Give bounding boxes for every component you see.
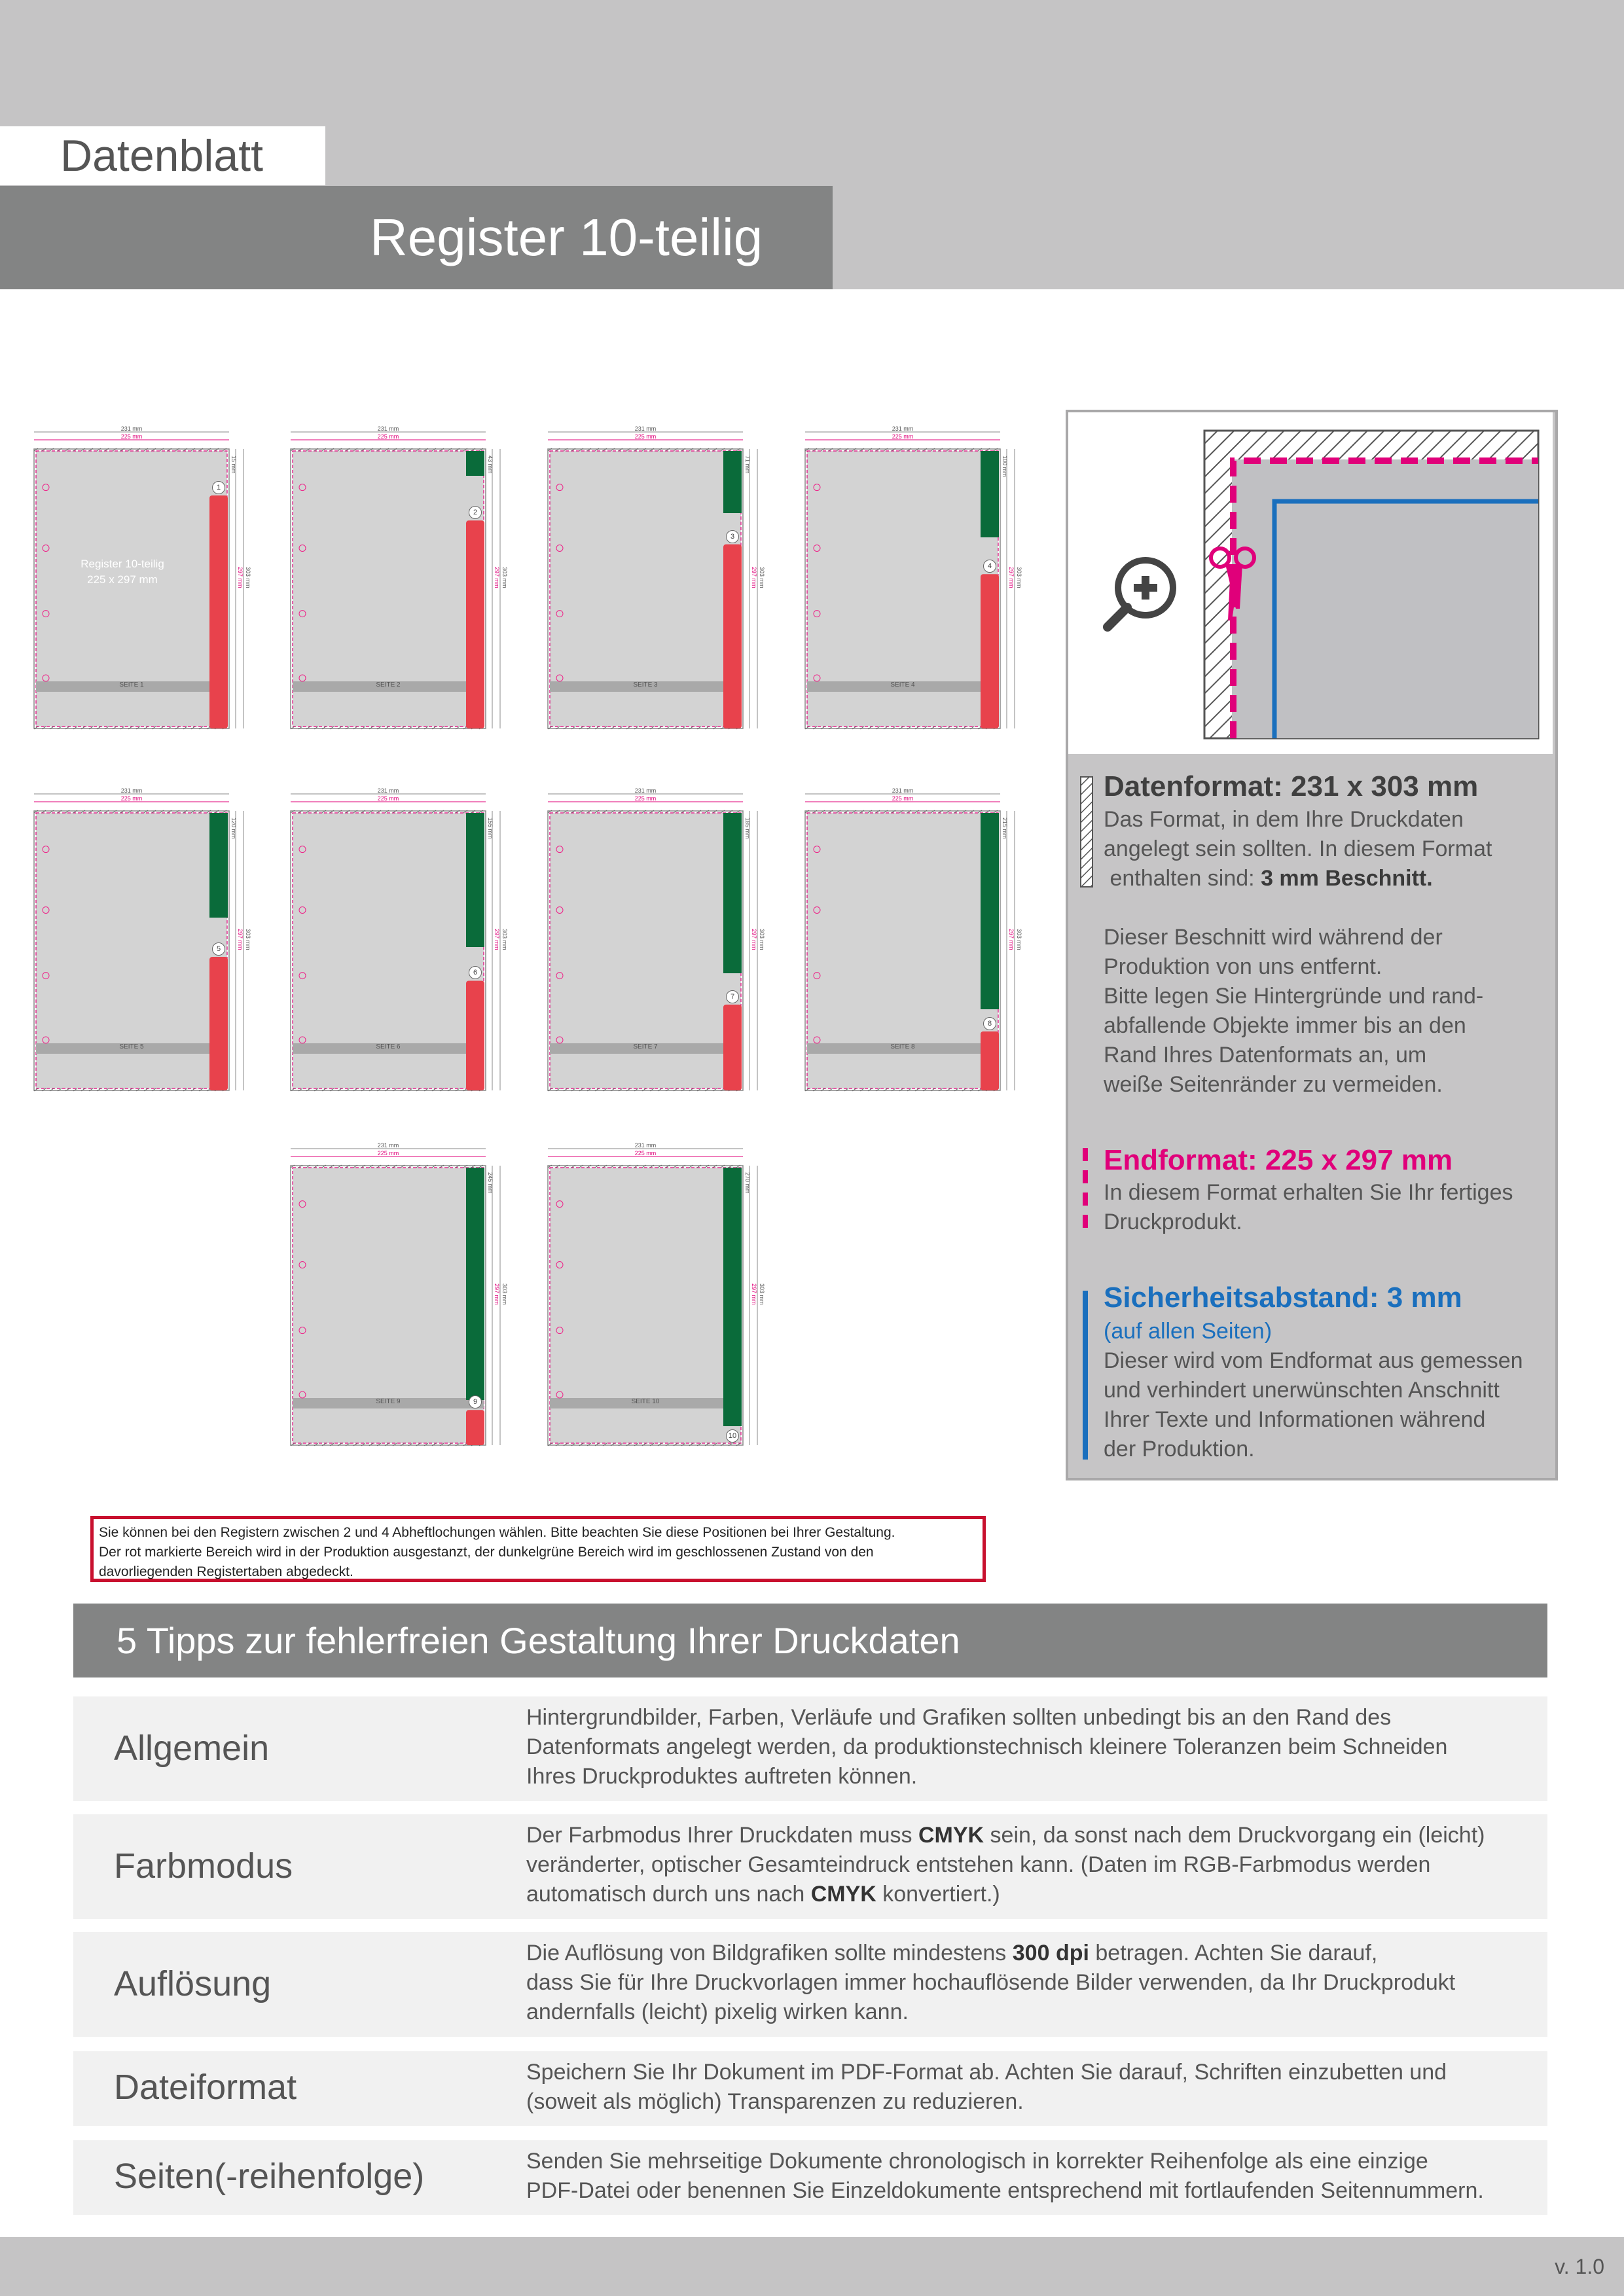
- height-outer-label: 303 mm: [501, 929, 508, 950]
- height-outer-label: 303 mm: [501, 567, 508, 588]
- width-inner-label: 225 mm: [120, 795, 143, 802]
- tab-height-label: 215 mm: [1001, 817, 1008, 839]
- width-inner-label: 225 mm: [634, 433, 657, 440]
- beschnitt-description: Dieser Beschnitt wird während der Produktion von uns entfernt. Bitte legen Sie Hintergründe und rand- abfallende Objekte immer bis an den Rand Ihres Datenformats an, um weiße Seitenränder zu vermeiden.: [1104, 925, 1484, 1097]
- register-page-thumb: [31, 425, 255, 732]
- tab-number: 8: [983, 1017, 996, 1030]
- tab-number: 5: [212, 942, 225, 956]
- page-label: SEITE 4: [890, 681, 915, 689]
- cut-out-area: [466, 1410, 484, 1445]
- register-page-thumb: [31, 787, 255, 1094]
- page-label: SEITE 7: [633, 1043, 658, 1050]
- cut-out-area: [723, 1005, 742, 1090]
- register-page-thumb: [803, 787, 1026, 1094]
- sicherheit-description: Dieser wird vom Endformat aus gemessen und verhindert unerwünschten Anschnitt Ihrer Texte und Informationen während der Produktion.: [1104, 1348, 1523, 1462]
- page-label: SEITE 5: [119, 1043, 144, 1050]
- width-inner-label: 225 mm: [634, 1150, 657, 1157]
- width-inner-label: 225 mm: [634, 795, 657, 802]
- sicherheit-title: Sicherheitsabstand: 3 mm: [1104, 1282, 1462, 1314]
- height-inner-label: 297 mm: [751, 567, 757, 588]
- tip-label: Seiten(-reihenfolge): [114, 2157, 425, 2196]
- height-inner-label: 297 mm: [494, 929, 500, 950]
- height-outer-label: 303 mm: [759, 1283, 765, 1305]
- height-inner-label: 297 mm: [494, 567, 500, 588]
- register-page-thumb: [803, 425, 1026, 732]
- width-outer-label: 231 mm: [377, 425, 399, 432]
- register-page-thumb: [545, 787, 769, 1094]
- register-page-thumb: [288, 425, 512, 732]
- sicherheit-legend: [1083, 1291, 1088, 1460]
- tab-number: 7: [726, 990, 739, 1003]
- zoom-detail-box: [1068, 412, 1553, 754]
- covered-area: [723, 813, 742, 973]
- magnify-plus-icon: [1108, 560, 1173, 627]
- tab-height-label: 185 mm: [744, 817, 751, 839]
- register-page-thumb: [545, 425, 769, 732]
- datenformat-title: Datenformat: 231 x 303 mm: [1104, 770, 1479, 802]
- height-inner-label: 297 mm: [494, 1283, 500, 1305]
- width-outer-label: 231 mm: [377, 787, 399, 794]
- cut-out-area: [466, 980, 484, 1090]
- page-title: Register 10-teilig: [370, 208, 763, 266]
- tab-number: 2: [469, 506, 482, 519]
- page-label: SEITE 10: [631, 1398, 660, 1405]
- covered-area: [981, 451, 999, 537]
- width-outer-label: 231 mm: [892, 787, 914, 794]
- tab-number: 6: [469, 966, 482, 979]
- height-outer-label: 303 mm: [759, 567, 765, 588]
- cut-out-area: [981, 574, 999, 728]
- sicherheit-subtitle: (auf allen Seiten): [1104, 1319, 1272, 1344]
- tab-height-label: 15 mm: [230, 456, 237, 474]
- page-label: SEITE 9: [376, 1398, 401, 1405]
- endformat-legend: [1083, 1148, 1088, 1233]
- page-label: SEITE 6: [376, 1043, 401, 1050]
- inner-title: Register 10-teilig 225 x 297 mm: [81, 558, 164, 586]
- tip-text: Speichern Sie Ihr Dokument im PDF-Format ab. Achten Sie darauf, Schriften einzubetten und (soweit als möglich) Transparenzen zu reduzieren.: [526, 2060, 1447, 2114]
- tab-height-label: 120 mm: [230, 817, 237, 839]
- version-label: v. 1.0: [1555, 2255, 1604, 2278]
- width-outer-label: 231 mm: [634, 787, 657, 794]
- height-inner-label: 297 mm: [237, 567, 244, 588]
- tip-label: Allgemein: [114, 1729, 270, 1768]
- tab-number: 9: [469, 1395, 482, 1408]
- tab-height-label: 270 mm: [744, 1172, 751, 1194]
- endformat-title: Endformat: 225 x 297 mm: [1104, 1144, 1453, 1176]
- cut-out-area: [209, 495, 228, 728]
- width-inner-label: 225 mm: [120, 433, 143, 440]
- tab-number: 1: [212, 481, 225, 494]
- width-outer-label: 231 mm: [377, 1142, 399, 1149]
- tip-seitenreihenfolge: [73, 2140, 1547, 2215]
- width-outer-label: 231 mm: [120, 787, 143, 794]
- tip-text: Der Farbmodus Ihrer Druckdaten muss CMYK sein, da sonst nach dem Druckvorgang ein (leicht) veränderter, optischer Gesamteindruck entstehen kann. (Daten im RGB-Farbmodus werden automatisch durch uns nach CMYK konvertiert.): [526, 1823, 1485, 1907]
- tab-height-label: 155 mm: [487, 817, 494, 839]
- cut-out-area: [466, 520, 484, 728]
- covered-area: [466, 1168, 484, 1400]
- register-page-thumb: [545, 1142, 769, 1449]
- height-outer-label: 303 mm: [245, 567, 251, 588]
- endformat-description: In diesem Format erhalten Sie Ihr fertiges Druckprodukt.: [1104, 1180, 1513, 1234]
- tip-allgemein: [73, 1696, 1547, 1801]
- width-inner-label: 225 mm: [892, 433, 914, 440]
- height-outer-label: 303 mm: [1016, 929, 1022, 950]
- cut-out-area: [209, 957, 228, 1090]
- bleed-detail-illustration: [1068, 412, 1553, 754]
- covered-area: [466, 451, 484, 476]
- cut-out-area: [981, 1031, 999, 1090]
- tab-height-label: 245 mm: [487, 1172, 494, 1194]
- cut-out-area: [723, 545, 742, 728]
- height-outer-label: 303 mm: [1016, 567, 1022, 588]
- page-label: SEITE 2: [376, 681, 401, 689]
- tip-text: Senden Sie mehrseitige Dokumente chronologisch in korrekter Reihenfolge als eine einzige PDF-Datei oder benennen Sie Einzeldokumente entsprechend mit fortlaufenden Seitennummern.: [526, 2149, 1484, 2203]
- tip-label: Dateiformat: [114, 2068, 297, 2107]
- datenformat-description: Das Format, in dem Ihre Druckdaten angelegt sein sollten. In diesem Format enthalten sind: 3 mm Beschnitt.: [1104, 807, 1492, 891]
- width-outer-label: 231 mm: [634, 1142, 657, 1149]
- datenblatt-label: Datenblatt: [60, 131, 263, 181]
- tip-text: Hintergrundbilder, Farben, Verläufe und Grafiken sollten unbedingt bis an den Rand des Datenformats angelegt werden, da produktionstechnisch kleinere Toleranzen beim Schneiden Ihres Druckproduktes auftreten können.: [526, 1705, 1448, 1789]
- tab-height-label: 100 mm: [1001, 456, 1008, 477]
- tip-dateiformat: [73, 2051, 1547, 2126]
- height-outer-label: 303 mm: [501, 1283, 508, 1305]
- register-page-thumb: [288, 787, 512, 1094]
- covered-area: [981, 813, 999, 1009]
- height-inner-label: 297 mm: [1008, 929, 1015, 950]
- width-outer-label: 231 mm: [120, 425, 143, 432]
- height-outer-label: 303 mm: [245, 929, 251, 950]
- height-inner-label: 297 mm: [1008, 567, 1015, 588]
- height-inner-label: 297 mm: [237, 929, 244, 950]
- tip-label: Auflösung: [114, 1964, 272, 2003]
- tip-label: Farbmodus: [114, 1846, 293, 1886]
- width-inner-label: 225 mm: [377, 795, 399, 802]
- height-inner-label: 297 mm: [751, 929, 757, 950]
- tab-number: 4: [983, 560, 996, 573]
- page-label: SEITE 1: [119, 681, 144, 689]
- width-outer-label: 231 mm: [892, 425, 914, 432]
- tips-title: 5 Tipps zur fehlerfreien Gestaltung Ihrer Druckdaten: [117, 1620, 960, 1661]
- punch-hole-notice: Sie können bei den Registern zwischen 2 und 4 Abheftlochungen wählen. Bitte beachten Sie diese Positionen bei Ihrer Gestaltung. Der rot markierte Bereich wird in der Produktion ausgestanzt, der dunkelgrüne Bereich wird im geschlossenen Zustand von den davorliegenden Registertaben abgedeckt.: [90, 1516, 986, 1582]
- page-label: SEITE 8: [890, 1043, 915, 1050]
- covered-area: [723, 1168, 742, 1426]
- tab-number: 10: [726, 1429, 739, 1443]
- covered-area: [723, 451, 742, 513]
- covered-area: [466, 813, 484, 947]
- width-inner-label: 225 mm: [377, 1150, 399, 1157]
- tip-text: Die Auflösung von Bildgrafiken sollte mindestens 300 dpi betragen. Achten Sie darauf, dass Sie für Ihre Druckvorlagen immer hochauflösende Bilder verwenden, da Ihr Druckprodukt andernfalls (leicht) pixelig wirken kann.: [526, 1941, 1456, 2024]
- footer-band: [0, 2237, 1624, 2296]
- tip-aufloesung: [73, 1932, 1547, 2037]
- tab-number: 3: [726, 530, 739, 543]
- register-page-thumb: [288, 1142, 512, 1449]
- covered-area: [209, 813, 228, 918]
- width-inner-label: 225 mm: [377, 433, 399, 440]
- tab-height-label: 43 mm: [487, 456, 494, 474]
- tip-farbmodus: [73, 1814, 1547, 1919]
- height-inner-label: 297 mm: [751, 1283, 757, 1305]
- page-label: SEITE 3: [633, 681, 658, 689]
- height-outer-label: 303 mm: [759, 929, 765, 950]
- width-inner-label: 225 mm: [892, 795, 914, 802]
- width-outer-label: 231 mm: [634, 425, 657, 432]
- datenformat-legend: [1080, 776, 1092, 888]
- tab-height-label: 71 mm: [744, 456, 751, 474]
